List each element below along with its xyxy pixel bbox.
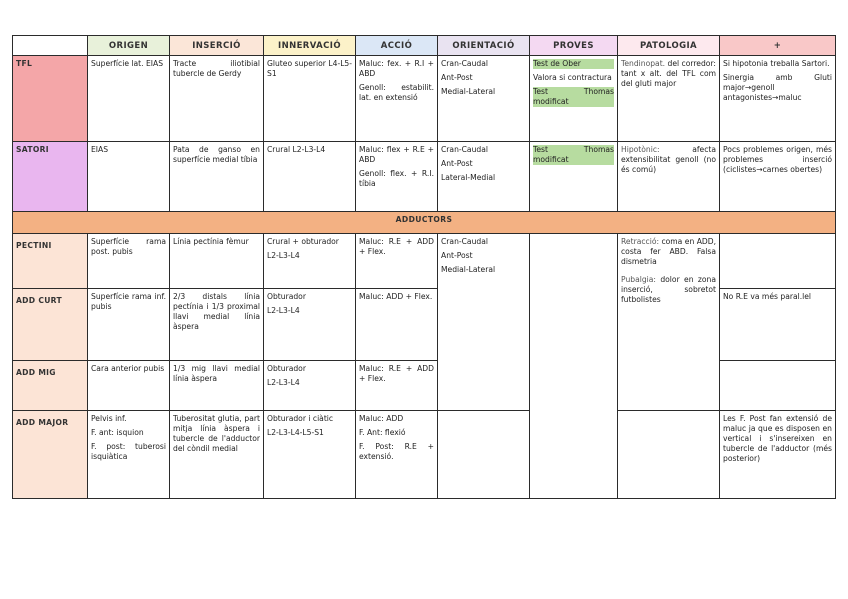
row-label-add-major: ADD MAJOR <box>13 411 88 499</box>
adductors-pat-2-rest: dolor en zona inserció, sobretot futbolistes <box>621 275 716 304</box>
add-curt-innervacio <box>264 289 356 361</box>
tfl-plus <box>720 56 836 142</box>
header-origen: ORIGEN <box>88 36 170 56</box>
muscle-table <box>12 35 836 499</box>
add-major-patologia <box>618 411 720 499</box>
adductors-orient-1: Cran-Caudal <box>441 237 488 246</box>
tfl-accio-genoll: Genoll: estabilit. lat. en extensió <box>359 83 434 102</box>
header-patologia: PATOLOGIA <box>618 36 720 56</box>
tfl-innervacio: Gluteo superior L4-L5-S1 <box>264 56 356 142</box>
satori-pat-term: Hipotònic: <box>621 145 660 154</box>
tfl-proves-ober: Test de Ober <box>533 59 614 69</box>
add-major-accio-2: F. Ant: flexió <box>359 428 406 437</box>
satori-proves <box>530 142 618 212</box>
table-row-pectini <box>13 234 836 289</box>
row-label-add-mig: ADD MIG <box>13 361 88 411</box>
header-accio: ACCIÓ <box>356 36 438 56</box>
satori-pat-rest: afecta extensibilitat genoll (no és comú) <box>621 145 716 174</box>
table-row-add-major <box>13 411 836 499</box>
table-row-tfl <box>13 56 836 142</box>
pectini-innervacio-2: L2-L3-L4 <box>267 251 300 260</box>
add-major-orientacio <box>438 411 530 499</box>
tfl-orient-1: Cran-Caudal <box>441 59 488 68</box>
header-innervacio: INNERVACIÓ <box>264 36 356 56</box>
add-major-insercio: Tuberositat glutia, part mitja línia àspera i tubercle de l'adductor del còndil medial <box>170 411 264 499</box>
tfl-accio-maluc: Maluc: fex. + R.I + ABD <box>359 59 434 78</box>
add-major-origen-3: F. post: tuberosi isquiàtica <box>91 442 166 461</box>
add-major-accio-1: Maluc: ADD <box>359 414 404 423</box>
add-curt-insercio: 2/3 distals línia pectínia i 1/3 proximal llavi medial línia àspera <box>170 289 264 361</box>
row-label-satori: SATORI <box>13 142 88 212</box>
add-curt-origen: Superfície rama inf. pubis <box>88 289 170 361</box>
header-orientacio: ORIENTACIÓ <box>438 36 530 56</box>
add-curt-innervacio-1: Obturador <box>267 292 306 301</box>
adductors-band: ADDUCTORS <box>13 212 836 234</box>
adductors-band-row <box>13 212 836 234</box>
tfl-proves-thomas: Test Thomas modificat <box>533 87 614 106</box>
add-mig-innervacio <box>264 361 356 411</box>
header-plus: + <box>720 36 836 56</box>
adductors-pat-retraccio <box>621 237 716 267</box>
satori-origen: EIAS <box>88 142 170 212</box>
header-proves: PROVES <box>530 36 618 56</box>
add-major-origen <box>88 411 170 499</box>
table-row-satori <box>13 142 836 212</box>
add-major-origen-1: Pelvis inf. <box>91 414 127 423</box>
satori-accio-genoll: Genoll: flex. + R.I. tíbia <box>359 169 434 188</box>
tfl-origen: Superfície lat. EIAS <box>88 56 170 142</box>
pectini-insercio: Línia pectínia fèmur <box>170 234 264 289</box>
tfl-pat-rest: del corredor: tant x alt. del TFL com del gluti major <box>621 59 716 88</box>
add-mig-innervacio-2: L2-L3-L4 <box>267 378 300 387</box>
satori-innervacio: Crural L2-L3-L4 <box>264 142 356 212</box>
pectini-accio: Maluc: R.E + ADD + Flex. <box>356 234 438 289</box>
tfl-plus-1: Si hipotonia treballa Sartori. <box>723 59 830 68</box>
header-blank <box>13 36 88 56</box>
add-major-origen-2: F. ant: isquion <box>91 428 144 437</box>
adductors-proves <box>530 234 618 499</box>
satori-patologia <box>618 142 720 212</box>
satori-orientacio <box>438 142 530 212</box>
satori-orient-2: Ant-Post <box>441 159 473 168</box>
tfl-patologia <box>618 56 720 142</box>
tfl-pat-term: Tendinopat. <box>621 59 666 68</box>
tfl-orient-2: Ant-Post <box>441 73 473 82</box>
pectini-innervacio <box>264 234 356 289</box>
add-mig-plus <box>720 361 836 411</box>
adductors-pat-pubalgia <box>621 275 716 305</box>
satori-orient-3: Lateral-Medial <box>441 173 496 182</box>
adductors-pat-1-term: Retracció: <box>621 237 660 246</box>
header-row <box>13 36 836 56</box>
row-label-pectini: PECTINI <box>13 234 88 289</box>
satori-insercio: Pata de ganso en superfície medial tíbia <box>170 142 264 212</box>
satori-orient-1: Cran-Caudal <box>441 145 488 154</box>
adductors-pat-2-term: Pubalgia: <box>621 275 656 284</box>
pectini-origen: Superfície rama post. pubis <box>88 234 170 289</box>
add-major-innervacio <box>264 411 356 499</box>
tfl-insercio: Tracte iliotibial tubercle de Gerdy <box>170 56 264 142</box>
adductors-orient-3: Medial-Lateral <box>441 265 496 274</box>
add-mig-origen: Cara anterior pubis <box>88 361 170 411</box>
add-curt-accio: Maluc: ADD + Flex. <box>356 289 438 361</box>
adductors-orientacio <box>438 234 530 411</box>
add-curt-plus: No R.E va més paral.lel <box>720 289 836 361</box>
adductors-orient-2: Ant-Post <box>441 251 473 260</box>
tfl-orientacio <box>438 56 530 142</box>
adductors-pat-1-rest: coma en ADD, costa fer ABD. Falsa dismetria <box>621 237 716 266</box>
adductors-patologia <box>618 234 720 411</box>
satori-accio <box>356 142 438 212</box>
add-curt-innervacio-2: L2-L3-L4 <box>267 306 300 315</box>
tfl-plus-2: Sinergia amb Gluti major→genoll antagonistes→maluc <box>723 73 832 102</box>
row-label-tfl: TFL <box>13 56 88 142</box>
satori-plus: Pocs problemes origen, més problemes inserció (ciclistes→carnes obertes) <box>720 142 836 212</box>
satori-accio-maluc: Maluc: flex + R.E + ABD <box>359 145 434 164</box>
satori-proves-thomas: Test Thomas modificat <box>533 145 614 164</box>
tfl-proves-valora: Valora si contractura <box>533 73 612 82</box>
pectini-innervacio-1: Crural + obturador <box>267 237 339 246</box>
tfl-proves <box>530 56 618 142</box>
add-major-accio-3: F. Post: R.E + extensió. <box>359 442 434 461</box>
row-label-add-curt: ADD CURT <box>13 289 88 361</box>
header-insercio: INSERCIÓ <box>170 36 264 56</box>
add-mig-innervacio-1: Obturador <box>267 364 306 373</box>
add-major-accio <box>356 411 438 499</box>
add-major-innervacio-2: L2-L3-L4-L5-S1 <box>267 428 324 437</box>
tfl-orient-3: Medial-Lateral <box>441 87 496 96</box>
add-mig-insercio: 1/3 mig llavi medial línia àspera <box>170 361 264 411</box>
pectini-plus <box>720 234 836 289</box>
add-major-innervacio-1: Obturador i ciàtic <box>267 414 334 423</box>
add-mig-accio: Maluc: R.E + ADD + Flex. <box>356 361 438 411</box>
add-major-plus: Les F. Post fan extensió de maluc ja que es disposen en vertical i s'insereixen en tubercle de l'adductor (més posterior) <box>720 411 836 499</box>
tfl-accio <box>356 56 438 142</box>
